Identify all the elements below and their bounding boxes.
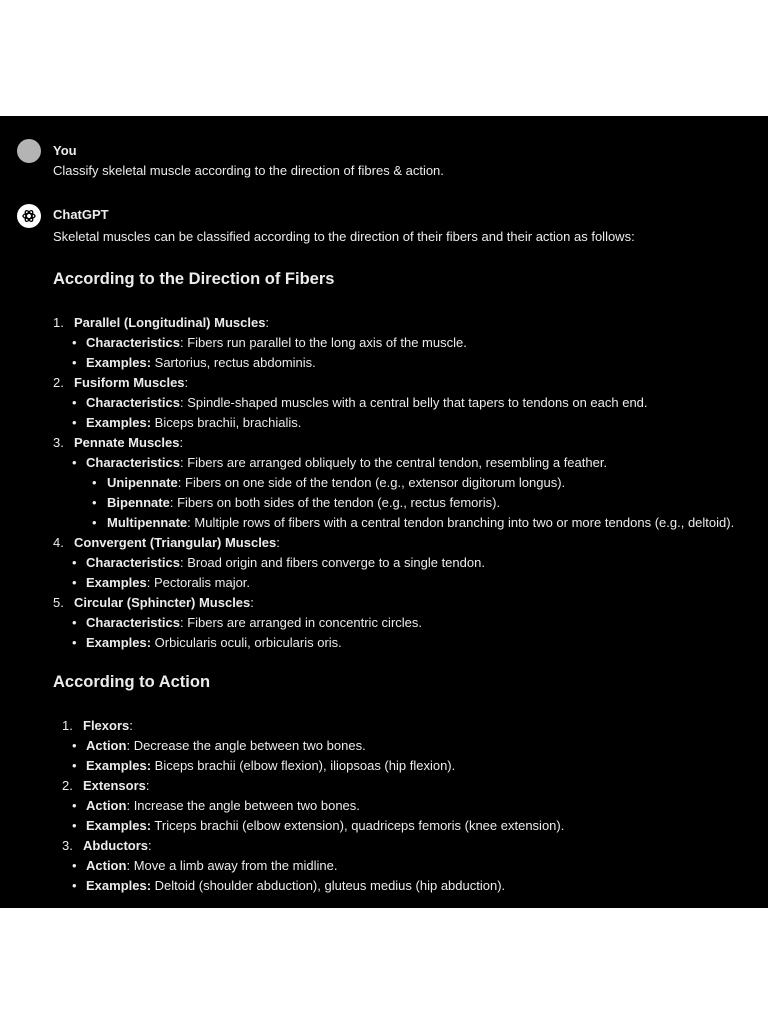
bullet-label: Characteristics xyxy=(86,395,180,410)
list-item xyxy=(53,533,743,553)
bullet-label-sep: : xyxy=(179,395,184,410)
bullet-dot: • xyxy=(72,555,77,570)
user-name: You xyxy=(53,143,77,158)
bullet-text: Fibers on both sides of the tendon (e.g., rectus femoris). xyxy=(173,495,501,510)
assistant-answer xyxy=(53,266,743,896)
bullet-label-sep: : xyxy=(126,738,131,753)
bullet-label-sep: : xyxy=(179,615,184,630)
list-item-suffix: : xyxy=(250,595,254,610)
bullet-text: Decrease the angle between two bones. xyxy=(130,738,366,753)
list-item-suffix: : xyxy=(265,315,270,330)
bullet-text: Fibers on one side of the tendon (e.g., extensor digitorum longus). xyxy=(181,475,566,490)
bullet-item xyxy=(53,613,743,633)
list-number: 3. xyxy=(62,838,73,853)
bullet-text: Biceps brachii, brachialis. xyxy=(151,415,302,430)
bullet-item xyxy=(53,756,743,776)
bullet-label: Unipennate xyxy=(107,475,178,490)
bullet-dot: • xyxy=(72,575,77,590)
list-item-title: Pennate Muscles xyxy=(74,435,180,450)
bullet-label-sep: : xyxy=(187,515,191,530)
list-number: 1. xyxy=(53,315,64,330)
list-number: 2. xyxy=(53,375,64,390)
bullet-label: Action xyxy=(86,798,127,813)
list-item xyxy=(53,433,743,453)
bullet-label: Characteristics xyxy=(86,615,180,630)
bullet-dot: • xyxy=(72,798,77,813)
bullet-label: Action xyxy=(86,858,127,873)
bullet-text: Fibers are arranged in concentric circles. xyxy=(183,615,423,630)
bullet-dot: • xyxy=(72,858,77,873)
bullet-item xyxy=(53,413,743,433)
bullet-dot: • xyxy=(72,818,77,833)
bullet-label: Examples: xyxy=(86,635,152,650)
assistant-name: ChatGPT xyxy=(53,207,109,222)
bullet-label: Characteristics xyxy=(86,455,180,470)
bullet-dot: • xyxy=(72,335,77,350)
sub-bullet-item xyxy=(53,473,743,493)
bullet-text: Biceps brachii (elbow flexion), iliopsoas (hip flexion). xyxy=(151,758,456,773)
bullet-dot: • xyxy=(92,475,97,490)
bullet-dot: • xyxy=(72,355,77,370)
section-spacer xyxy=(53,653,743,669)
bullet-dot: • xyxy=(92,515,97,530)
bullet-label: Characteristics xyxy=(86,335,180,350)
bullet-label: Bipennate xyxy=(107,495,170,510)
bullet-text: Multiple rows of fibers with a central tendon branching into two or more tendons (e.g., deltoid). xyxy=(190,515,735,530)
bullet-text: Spindle-shaped muscles with a central belly that tapers to tendons on each end. xyxy=(183,395,648,410)
bullet-text: Deltoid (shoulder abduction), gluteus medius (hip abduction). xyxy=(151,878,506,893)
list-item-suffix: : xyxy=(145,778,150,793)
heading-spacer xyxy=(53,292,743,313)
list-item-title: Convergent (Triangular) Muscles xyxy=(74,535,277,550)
bullet-label-sep: : xyxy=(177,475,182,490)
list-number: 5. xyxy=(53,595,64,610)
list-item-title: Abductors xyxy=(83,838,148,853)
bullet-item xyxy=(53,816,743,836)
bullet-text: Fibers are arranged obliquely to the central tendon, resembling a feather. xyxy=(183,455,608,470)
user-avatar xyxy=(17,139,41,163)
bullet-text: Fibers run parallel to the long axis of the muscle. xyxy=(183,335,467,350)
bullet-label-sep: : xyxy=(126,858,131,873)
bullet-label: Action xyxy=(86,738,127,753)
list-item-suffix: : xyxy=(179,435,184,450)
bullet-label-sep: : xyxy=(126,798,131,813)
bullet-text: Pectoralis major. xyxy=(150,575,251,590)
bullet-label-sep: : xyxy=(146,575,151,590)
bullet-item xyxy=(53,353,743,373)
section-heading: According to the Direction of Fibers xyxy=(53,270,335,288)
list-item-title: Flexors xyxy=(83,718,130,733)
user-message: Classify skeletal muscle according to the direction of fibres & action. xyxy=(53,163,444,178)
bullet-text: Triceps brachii (elbow extension), quadriceps femoris (knee extension). xyxy=(151,818,565,833)
list-item-suffix: : xyxy=(148,838,152,853)
bullet-label-sep: : xyxy=(179,455,184,470)
bullet-label: Examples: xyxy=(86,355,152,370)
bullet-label: Characteristics xyxy=(86,555,180,570)
list-number: 4. xyxy=(53,535,64,550)
heading-spacer xyxy=(53,695,743,716)
bullet-label: Examples: xyxy=(86,818,152,833)
list-item-suffix: : xyxy=(129,718,133,733)
list-item-suffix: : xyxy=(184,375,189,390)
bullet-item xyxy=(53,876,743,896)
bullet-dot: • xyxy=(72,878,77,893)
bullet-label-sep: : xyxy=(169,495,174,510)
list-number: 1. xyxy=(62,718,73,733)
bullet-label: Examples: xyxy=(86,878,152,893)
bullet-dot: • xyxy=(72,415,77,430)
bullet-dot: • xyxy=(92,495,97,510)
bullet-text: Broad origin and fibers converge to a single tendon. xyxy=(183,555,485,570)
bullet-dot: • xyxy=(72,455,77,470)
list-item xyxy=(53,776,743,796)
section-heading: According to Action xyxy=(53,673,211,691)
bullet-text: Move a limb away from the midline. xyxy=(130,858,338,873)
bullet-item xyxy=(53,333,743,353)
assistant-intro: Skeletal muscles can be classified according to the direction of their fibers and their action as follows: xyxy=(53,229,635,244)
list-item-title: Parallel (Longitudinal) Muscles xyxy=(74,315,266,330)
list-item-suffix: : xyxy=(276,535,280,550)
list-item xyxy=(53,836,743,856)
bullet-item xyxy=(53,553,743,573)
sub-bullet-item xyxy=(53,493,743,513)
sub-bullet-item xyxy=(53,513,743,533)
bullet-label: Multipennate xyxy=(107,515,188,530)
bullet-label-sep: : xyxy=(179,335,184,350)
bullet-dot: • xyxy=(72,615,77,630)
bullet-item xyxy=(53,393,743,413)
bullet-dot: • xyxy=(72,395,77,410)
bullet-item xyxy=(53,633,743,653)
bullet-item xyxy=(53,736,743,756)
bullet-label: Examples xyxy=(86,575,147,590)
chat-screen xyxy=(0,116,768,908)
bullet-label: Examples: xyxy=(86,415,152,430)
bullet-dot: • xyxy=(72,758,77,773)
bullet-text: Increase the angle between two bones. xyxy=(130,798,360,813)
list-item xyxy=(53,313,743,333)
bullet-item xyxy=(53,856,743,876)
bullet-item xyxy=(53,796,743,816)
list-item xyxy=(53,373,743,393)
list-item-title: Circular (Sphincter) Muscles xyxy=(74,595,251,610)
list-item xyxy=(53,716,743,736)
bullet-label: Examples: xyxy=(86,758,152,773)
list-item-title: Fusiform Muscles xyxy=(74,375,185,390)
openai-logo-icon xyxy=(21,208,37,224)
bullet-dot: • xyxy=(72,635,77,650)
list-number: 2. xyxy=(62,778,73,793)
list-item xyxy=(53,593,743,613)
bullet-text: Orbicularis oculi, orbicularis oris. xyxy=(151,635,342,650)
bullet-dot: • xyxy=(72,738,77,753)
assistant-avatar xyxy=(17,204,41,228)
bullet-item xyxy=(53,573,743,593)
bullet-item xyxy=(53,453,743,473)
bullet-text: Sartorius, rectus abdominis. xyxy=(151,355,316,370)
bullet-label-sep: : xyxy=(179,555,184,570)
list-item-title: Extensors xyxy=(83,778,146,793)
list-number: 3. xyxy=(53,435,64,450)
